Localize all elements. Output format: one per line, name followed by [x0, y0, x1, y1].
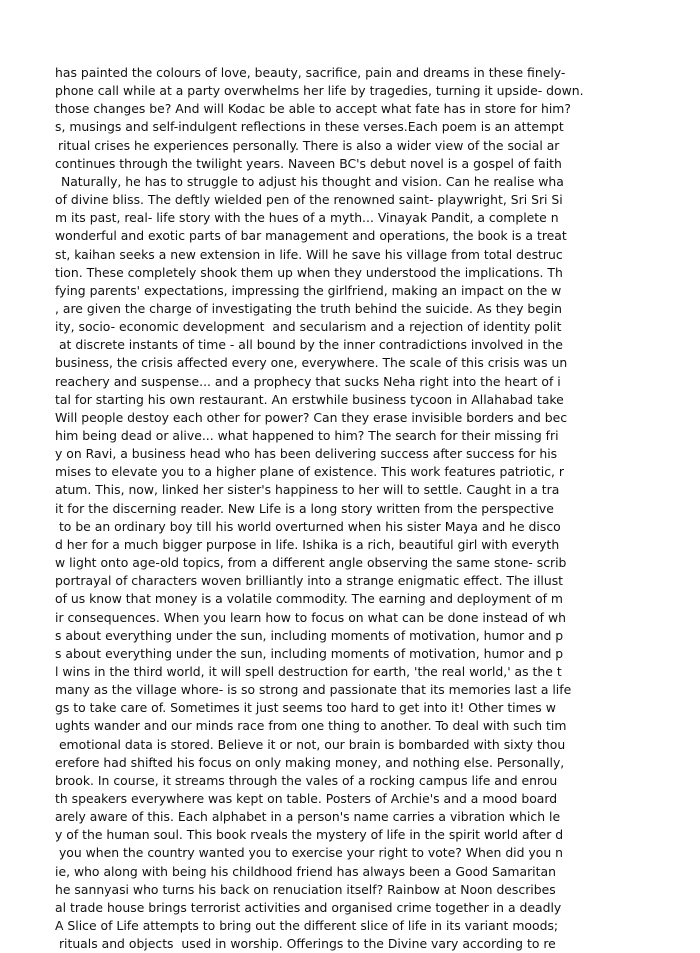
text-line: continues through the twilight years. Naveen BC's debut novel is a gospel of faith	[55, 155, 562, 171]
text-line: tion. These completely shook them up when they understood the implications. Th	[55, 264, 563, 280]
text-line: st, kaihan seeks a new extension in life. Will he save his village from total destruc	[55, 246, 563, 262]
text-line: ir consequences. When you learn how to focus on what can be done instead of wh	[55, 609, 566, 625]
text-line: Will people destoy each other for power? Can they erase invisible borders and bec	[55, 409, 568, 425]
text-line: of us know that money is a volatile commodity. The earning and deployment of m	[55, 591, 563, 607]
text-line: portrayal of characters woven brilliantly into a strange enigmatic effect. The illust	[55, 573, 564, 589]
text-line: to be an ordinary boy till his world overturned when his sister Maya and he disco	[55, 518, 561, 534]
text-line: you when the country wanted you to exercise your right to vote? When did you n	[55, 845, 563, 861]
text-line: erefore had shifted his focus on only making money, and nothing else. Personally,	[55, 754, 565, 770]
text-line: wonderful and exotic parts of bar management and operations, the book is a treat	[55, 228, 567, 244]
text-line: at discrete instants of time - all bound by the inner contradictions involved in the	[55, 337, 563, 353]
text-line: brook. In course, it streams through the vales of a rocking campus life and enrou	[55, 772, 558, 788]
document-text-block	[55, 64, 584, 952]
text-line: th speakers everywhere was kept on table. Posters of Archie's and a mood board	[55, 791, 558, 806]
text-line: ie, who along with being his childhood friend has always been a Good Samaritan	[55, 863, 556, 879]
text-line: y on Ravi, a business head who has been delivering success after success for his	[55, 446, 558, 462]
text-line: he sannyasi who turns his back on renuciation itself? Rainbow at Noon describes	[55, 881, 556, 897]
text-line: him being dead or alive... what happened to him? The search for their missing fri	[55, 428, 559, 443]
text-line: m its past, real- life story with the hues of a myth... Vinayak Pandit, a complete n	[55, 210, 559, 226]
text-line: those changes be? And will Kodac be able to accept what fate has in store for him?	[55, 101, 571, 117]
text-line: arely aware of this. Each alphabet in a person's name carries a vibration which le	[55, 809, 561, 825]
text-line: emotional data is stored. Believe it or not, our brain is bombarded with sixty thou	[55, 736, 566, 752]
text-line: ritual crises he experiences personally. There is also a wider view of the social ar	[58, 137, 560, 153]
text-line: d her for a much bigger purpose in life. Ishika is a rich, beautiful girl with everyth	[55, 536, 560, 552]
text-line: w light onto age-old topics, from a different angle observing the same stone- scrib	[55, 555, 567, 571]
text-line: phone call while at a party overwhelms her life by tragedies, turning it upside- down.	[55, 83, 584, 99]
text-line: ughts wander and our minds race from one thing to another. To deal with such tim	[55, 718, 567, 734]
text-line: it for the discerning reader. New Life is a long story written from the perspective	[55, 500, 554, 516]
text-line: mises to elevate you to a higher plane of existence. This work features patriotic, r	[55, 464, 564, 480]
text-line: of divine bliss. The deftly wielded pen of the renowned saint- playwright, Sri Sri Si	[55, 192, 563, 208]
text-line: business, the crisis affected every one, everywhere. The scale of this crisis was un	[55, 355, 568, 371]
text-line: has painted the colours of love, beauty, sacrifice, pain and dreams in these finely-	[55, 65, 566, 80]
text-line: fying parents' expectations, impressing the girlfriend, making an impact on the w	[55, 282, 562, 298]
text-line: , are given the charge of investigating the truth behind the suicide. As they begin	[55, 300, 562, 316]
text-line: al trade house brings terrorist activities and organised crime together in a deadly	[55, 899, 562, 915]
text-line: atum. This, now, linked her sister's happiness to her will to settle. Caught in a tra	[55, 482, 560, 498]
text-line: y of the human soul. This book rveals the mystery of life in the spirit world after d	[55, 827, 564, 843]
text-line: s, musings and self-indulgent reflections in these verses.Each poem is an attempt	[55, 119, 564, 135]
text-line: l wins in the third world, it will spell destruction for earth, 'the real world,' as the t	[55, 663, 562, 679]
text-line: reachery and suspense... and a prophecy that sucks Neha right into the heart of i	[55, 373, 561, 389]
text-line: s about everything under the sun, including moments of motivation, humor and p	[55, 645, 564, 661]
text-line: s about everything under the sun, including moments of motivation, humor and p	[55, 627, 564, 643]
text-line: gs to take care of. Sometimes it just seems too hard to get into it! Other times w	[55, 700, 556, 716]
text-line: A Slice of Life attempts to bring out the different slice of life in its variant moods;	[55, 918, 559, 934]
text-line: many as the village whore- is so strong and passionate that its memories last a life	[55, 682, 572, 698]
text-line: rituals and objects used in worship. Offerings to the Divine vary according to re	[55, 936, 556, 952]
text-line: tal for starting his own restaurant. An erstwhile business tycoon in Allahabad take	[55, 391, 564, 407]
text-line: ity, socio- economic development and secularism and a rejection of identity polit	[55, 319, 562, 335]
text-line: Naturally, he has to struggle to adjust his thought and vision. Can he realise wha	[57, 173, 564, 189]
